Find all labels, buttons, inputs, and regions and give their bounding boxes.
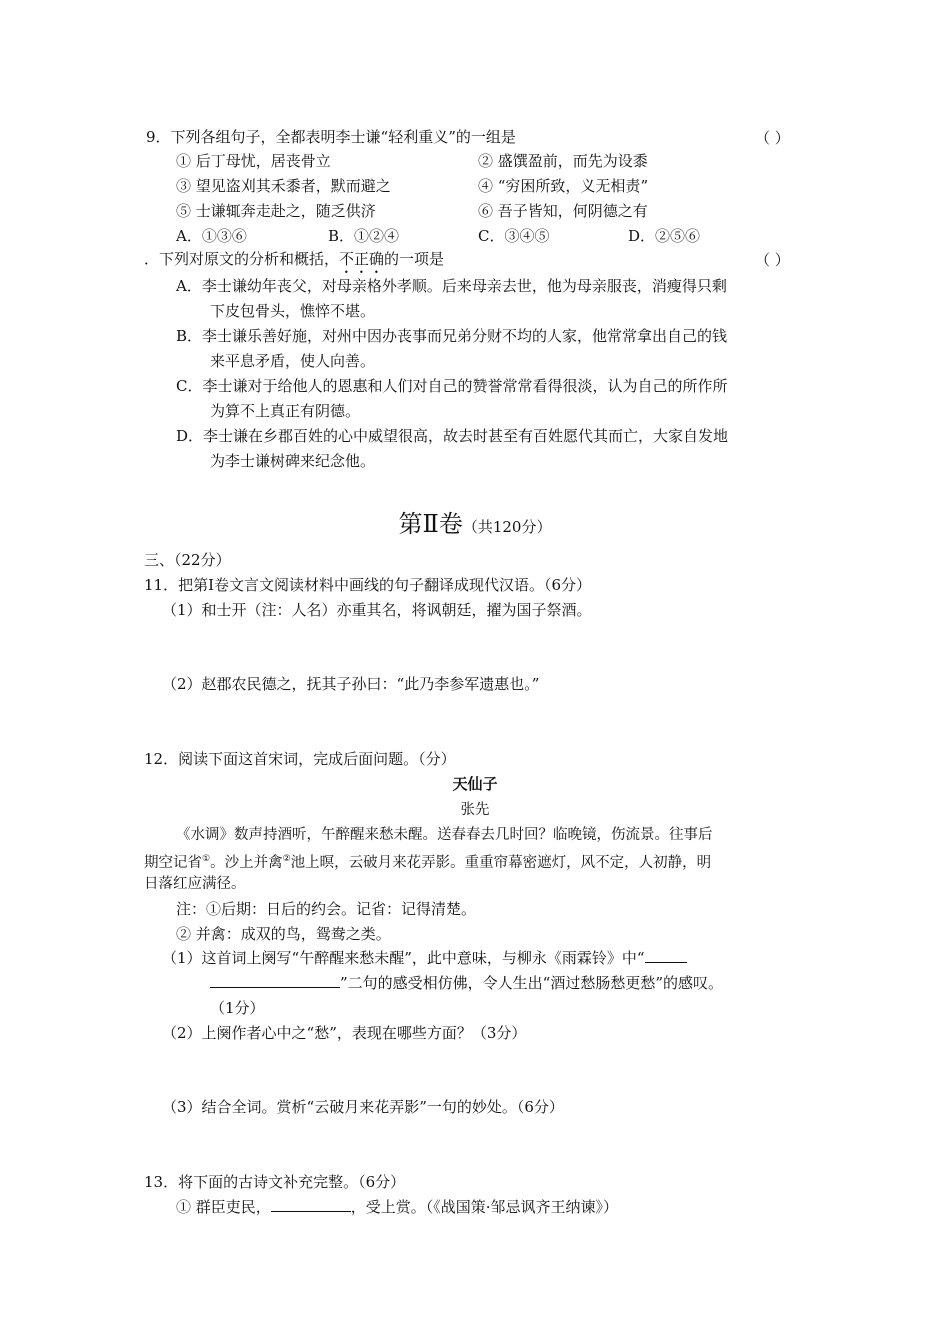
q9-option-b: B．①②④: [328, 227, 400, 245]
q10-option-c-line2: 为算不上真正有阴德。: [210, 402, 361, 420]
q10-option-b-line1: B．李士谦乐善好施，对州中因办丧事而兄弟分财不均的人家，他常常拿出自己的钱: [176, 327, 728, 345]
q12-sub1-line1: [162, 948, 687, 968]
poem-line-2: [144, 849, 711, 873]
q10-stem-pre: ．下列对原文的分析和概括，: [144, 250, 340, 268]
q10-stem-post: 的一项是: [384, 250, 445, 268]
answer-blank-2[interactable]: [210, 973, 340, 988]
q13-line-1-text-a: ① 群臣吏民，: [176, 1198, 271, 1216]
poem-title: 天仙子: [452, 775, 498, 793]
q9-item-1: ① 后丁母忧，居丧骨立: [176, 152, 331, 170]
q11-sentence-1: （1）和士开（注：人名）亦重其名，将讽朝廷，擢为国子祭酒。: [162, 601, 592, 619]
poem-note-1: 注：①后期：日后的约会。记省：记得清楚。: [176, 900, 477, 918]
q11-sentence-2: （2）赵郡农民德之，抚其子孙曰：“此乃李参军遗惠也。”: [162, 675, 540, 693]
q12-sub3: （3）结合全词。赏析“云破月来花弄影”一句的妙处。（6分）: [162, 1098, 564, 1116]
part3-heading: 三、（22分）: [144, 551, 231, 569]
q10-stem: [144, 249, 444, 277]
answer-blank-1[interactable]: [645, 948, 687, 963]
q9-option-c: C．③④⑤: [478, 227, 550, 245]
q9-item-5: ⑤ 士谦辄奔走赴之，随乏供济: [176, 202, 376, 220]
q12-sub1-text-b: ”二句的感受相仿佛，令人生出“酒过愁肠愁更愁”的感叹。: [340, 974, 724, 992]
q10-option-d-line2: 为李士谦树碑来纪念他。: [210, 452, 376, 470]
q10-option-d-line1: D．李士谦在乡郡百姓的心中威望很高，故去时甚至有百姓愿代其而亡，大家自发地: [176, 427, 729, 445]
q10-option-b-line2: 来平息矛盾，使人向善。: [210, 352, 376, 370]
q11-stem: 11．把第Ⅰ卷文言文阅读材料中画线的句子翻译成现代汉语。（6分）: [144, 576, 592, 594]
poem-line-2-part-a: 期空记省: [144, 854, 202, 871]
q10-option-a-line1: A．李士谦幼年丧父，对母亲格外孝顺。后来母亲去世，他为母亲服丧，消瘦得只剩: [176, 277, 727, 295]
poem-line-2-part-b: 。沙上并禽: [210, 854, 283, 871]
q10-option-a-line2: 下皮包骨头，憔悴不堪。: [210, 302, 376, 320]
q9-item-2: ② 盛馔盈前，而先为设黍: [478, 152, 648, 170]
q12-sub1-line2: [210, 973, 723, 993]
poem-note-2: ② 并禽：成双的鸟，鸳鸯之类。: [176, 925, 391, 943]
q12-stem: 12．阅读下面这首宋词，完成后面问题。（分）: [144, 750, 456, 768]
poem-author: 张先: [460, 802, 490, 818]
section-title-main: 第Ⅱ卷: [398, 510, 463, 538]
section-title-sub: （共120分）: [462, 518, 552, 536]
poem-line-3: 日落红应满径。: [144, 876, 246, 892]
q10-option-c-line1: C．李士谦对于给他人的恩惠和人们对自己的赞誉常常看得很淡，认为自己的所作所: [176, 377, 728, 395]
q10-answer-paren: （ ）: [755, 251, 790, 269]
q13-stem: 13．将下面的古诗文补充完整。（6分）: [144, 1173, 406, 1191]
q12-sub2: （2）上阕作者心中之“愁”，表现在哪些方面？（3分）: [162, 1024, 527, 1042]
q9-item-4: ④ “穷困所致，义无相责”: [478, 177, 649, 195]
poem-line-2-part-c: 池上暝，云破月来花弄影。重重帘幕密遮灯，风不定，人初静，明: [290, 854, 712, 871]
footnote-marker-2: ②: [282, 854, 291, 864]
q9-answer-paren: （ ）: [755, 129, 790, 147]
q9-option-a: A．①③⑥: [176, 227, 247, 245]
section-title: [0, 509, 950, 542]
q13-line-1: [176, 1197, 618, 1217]
q9-item-6: ⑥ 吾子皆知，何阴德之有: [478, 202, 648, 220]
answer-blank-3[interactable]: [271, 1197, 351, 1212]
q9-option-d: D．②⑤⑥: [628, 227, 701, 245]
footnote-marker-1: ①: [202, 854, 211, 864]
q9-item-3: ③ 望见盗刈其禾黍者，默而避之: [176, 177, 391, 195]
q12-sub1-score: （1分）: [210, 999, 265, 1017]
q12-sub1-text-a: （1）这首词上阕写“午醉醒来愁未醒”，此中意味，与柳永《雨霖铃》中“: [162, 949, 645, 967]
q9-stem: 9．下列各组句子，全都表明李士谦“轻利重义”的一组是: [146, 128, 516, 146]
q10-stem-emphasis: 不正确: [339, 250, 385, 268]
q13-line-1-text-b: ，受上赏。（《战国策·邹忌讽齐王纳谏》）: [350, 1198, 619, 1216]
poem-line-1: 《水调》数声持酒听，午醉醒来愁未醒。送春春去几时回？临晚镜，伤流景。往事后: [176, 827, 713, 843]
